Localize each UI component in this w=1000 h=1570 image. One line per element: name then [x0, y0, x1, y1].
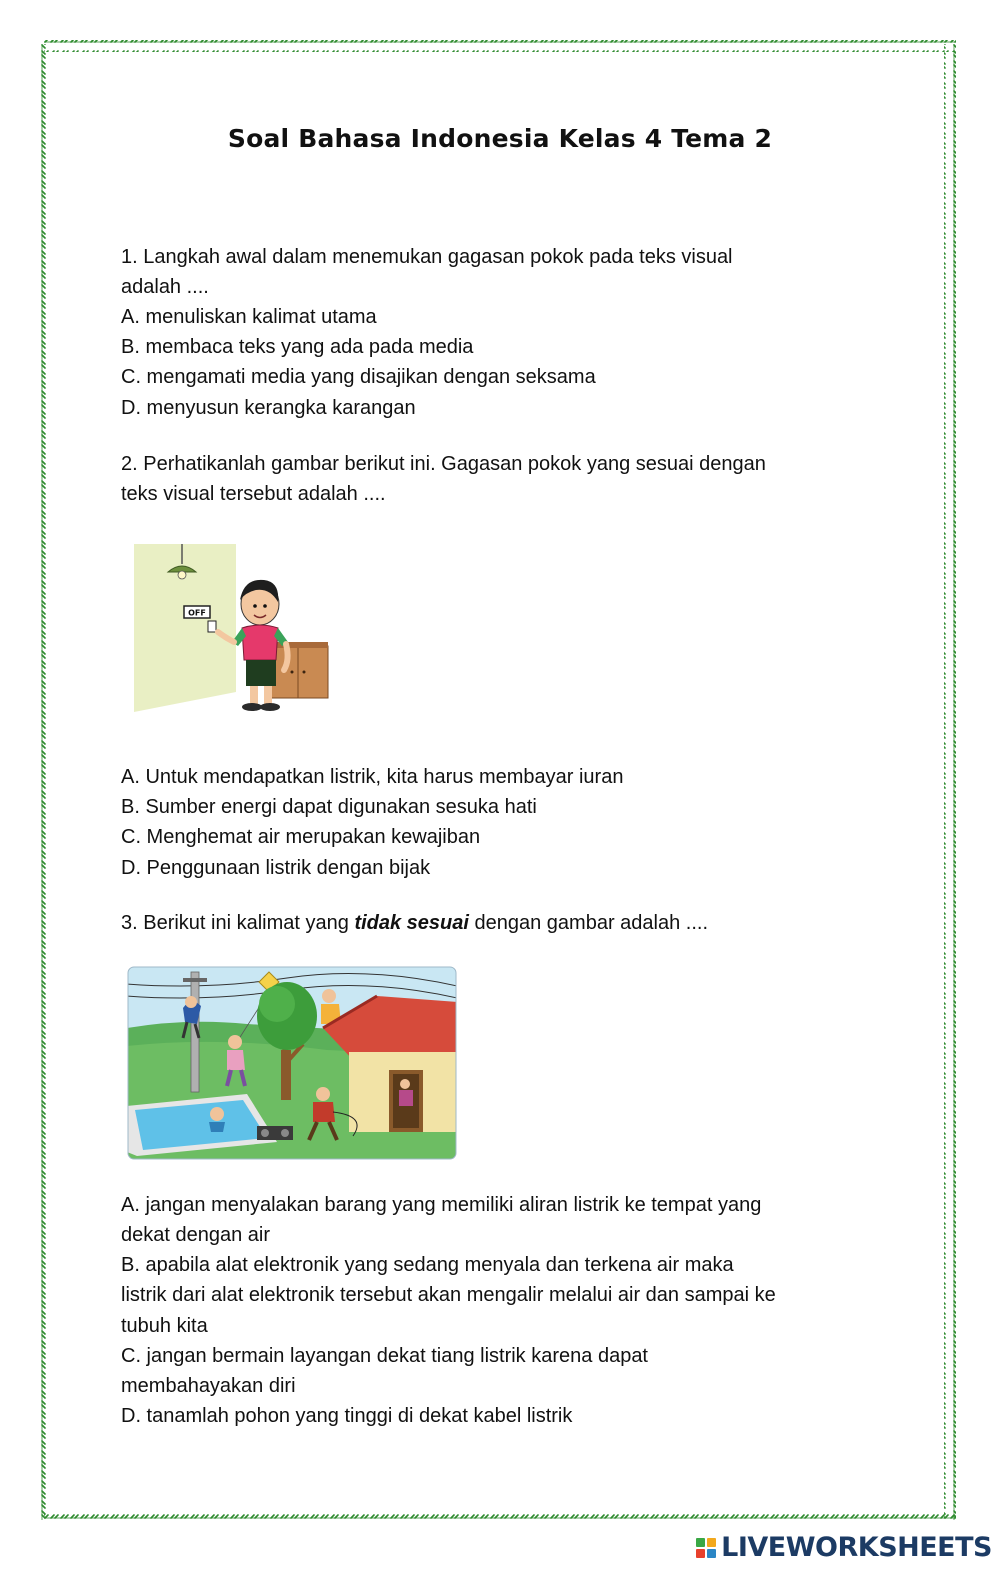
electricity-safety-scene-illustration: [127, 966, 457, 1160]
question-3-option-c[interactable]: C. jangan bermain layangan dekat tiang listrik karena dapat: [121, 1345, 648, 1367]
question-3-option-d[interactable]: D. tanamlah pohon yang tinggi di dekat kabel listrik: [121, 1405, 573, 1427]
question-3-option-b-cont[interactable]: listrik dari alat elektronik tersebut akan mengalir melalui air dan sampai ke: [121, 1284, 776, 1306]
brand-name: LIVEWORKSHEETS: [721, 1532, 992, 1563]
liveworksheets-logo-icon: [696, 1538, 716, 1558]
question-2-option-b[interactable]: B. Sumber energi dapat digunakan sesuka hati: [121, 796, 537, 818]
question-3-option-a[interactable]: A. jangan menyalakan barang yang memiliki aliran listrik ke tempat yang: [121, 1194, 762, 1216]
question-1-text-cont: adalah ....: [121, 276, 209, 298]
question-2-text-cont: teks visual tersebut adalah ....: [121, 483, 386, 505]
emphasis-text: tidak sesuai: [354, 912, 469, 934]
liveworksheets-brand[interactable]: [696, 1532, 992, 1563]
question-2-option-a[interactable]: A. Untuk mendapatkan listrik, kita harus membayar iuran: [121, 766, 624, 788]
question-3-option-b-cont2[interactable]: tubuh kita: [121, 1315, 208, 1337]
off-label: OFF: [188, 608, 206, 618]
question-1-option-b[interactable]: B. membaca teks yang ada pada media: [121, 336, 474, 358]
question-2-option-d[interactable]: D. Penggunaan listrik dengan bijak: [121, 857, 431, 879]
question-3-text: 3. Berikut ini kalimat yang tidak sesuai dengan gambar adalah ....: [121, 912, 709, 934]
question-3-option-b[interactable]: B. apabila alat elektronik yang sedang menyala dan terkena air maka: [121, 1254, 734, 1276]
question-3-option-c-cont[interactable]: membahayakan diri: [121, 1375, 296, 1397]
question-1-text: 1. Langkah awal dalam menemukan gagasan pokok pada teks visual: [121, 246, 733, 268]
question-1-option-d[interactable]: D. menyusun kerangka karangan: [121, 397, 416, 419]
page-title: Soal Bahasa Indonesia Kelas 4 Tema 2: [227, 124, 773, 153]
question-1-option-a[interactable]: A. menuliskan kalimat utama: [121, 306, 377, 328]
question-3-option-a-cont[interactable]: dekat dengan air: [121, 1224, 271, 1246]
question-2-option-c[interactable]: C. Menghemat air merupakan kewajiban: [121, 826, 481, 848]
question-2-text: 2. Perhatikanlah gambar berikut ini. Gagasan pokok yang sesuai dengan: [121, 453, 766, 475]
question-1-option-c[interactable]: C. mengamati media yang disajikan dengan seksama: [121, 366, 596, 388]
boy-switching-off-light-illustration: [132, 542, 330, 714]
